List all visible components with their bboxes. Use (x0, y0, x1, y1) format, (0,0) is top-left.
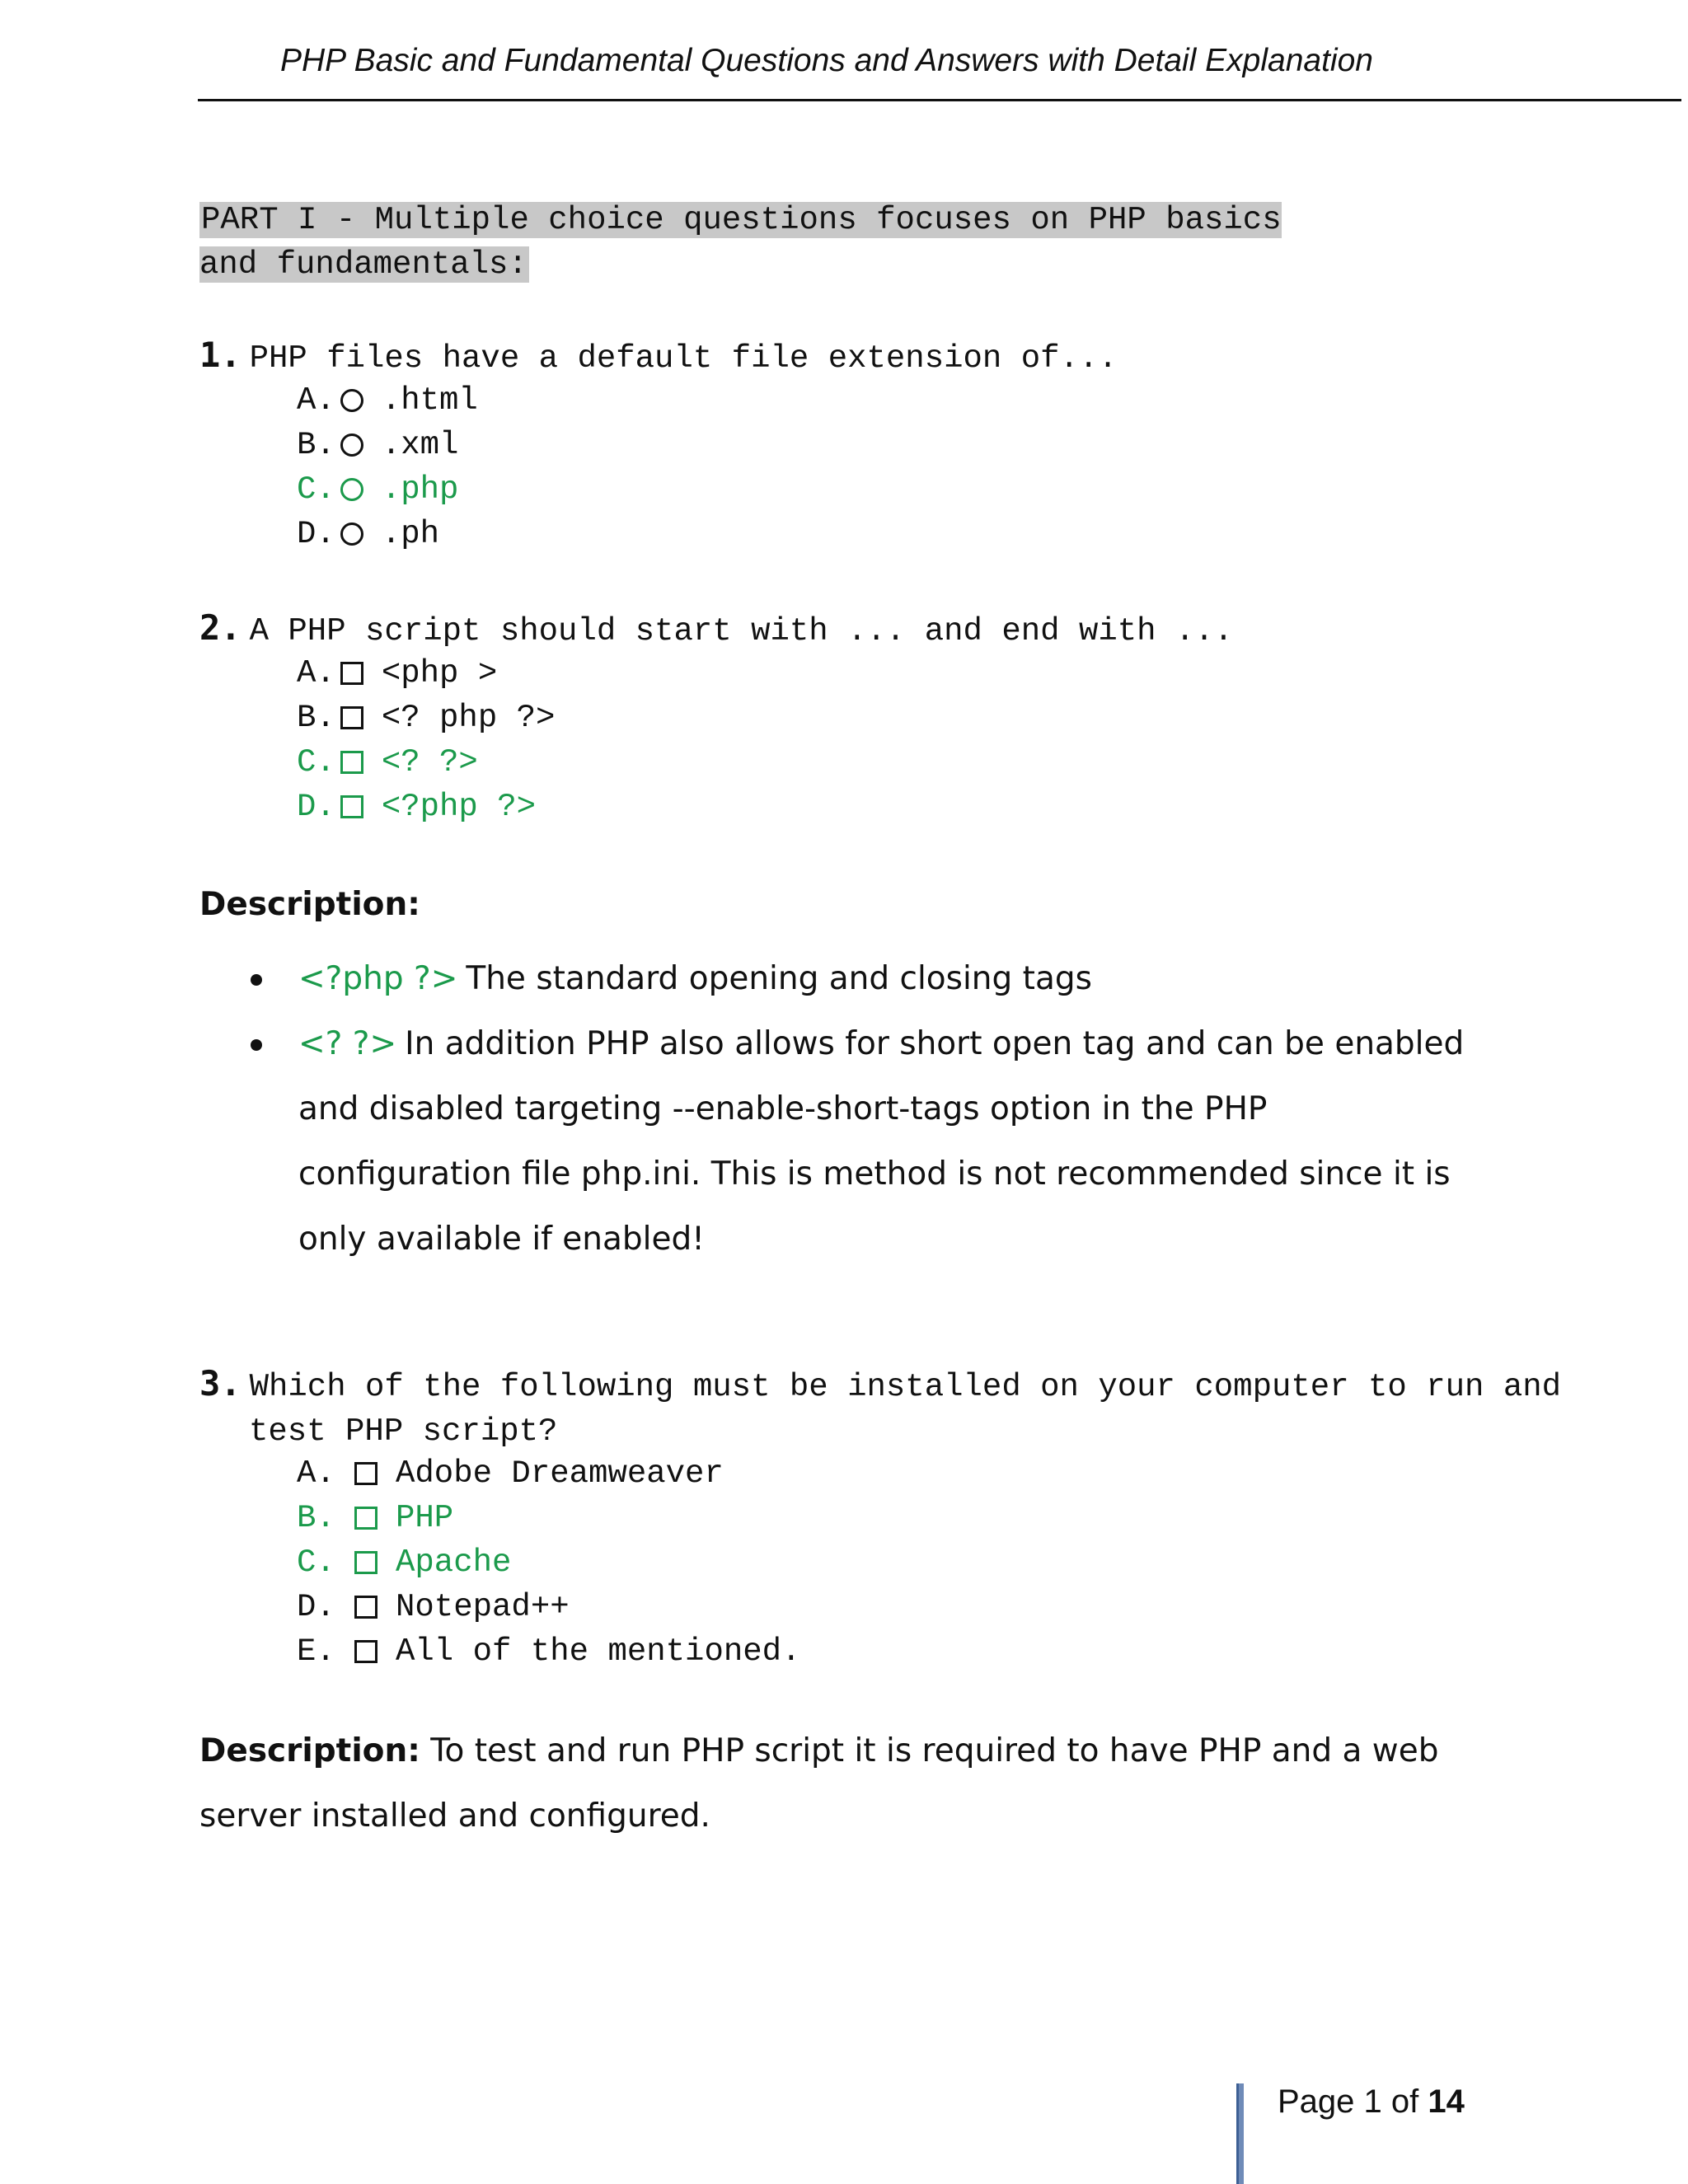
description-bullets (239, 946, 1475, 1272)
option-b[interactable]: B. <? php ?> (297, 700, 556, 736)
question-1 (199, 333, 1118, 381)
question-number: 2. (199, 607, 241, 648)
question-3-description (199, 1718, 1502, 1849)
checkbox-icon[interactable] (354, 1507, 377, 1530)
checkbox-icon[interactable] (340, 662, 363, 685)
option-c-correct[interactable]: C. Apache (297, 1544, 512, 1581)
question-3 (199, 1361, 1568, 1454)
checkbox-icon[interactable] (354, 1551, 377, 1574)
question-2 (199, 606, 1233, 654)
header-title: PHP Basic and Fundamental Questions and Answers with Detail Explanation (280, 43, 1373, 78)
page-number: Page 1 of 14 (1278, 2083, 1465, 2120)
part-heading (199, 198, 1353, 287)
radio-circle-icon[interactable] (340, 434, 363, 457)
radio-circle-icon[interactable] (340, 523, 363, 546)
option-c-correct[interactable]: C. <? ?> (297, 744, 478, 780)
code-snippet: <? ?> (298, 1025, 397, 1062)
question-text: Which of the following must be installed on your computer to run and test PHP script? (249, 1369, 1562, 1450)
radio-circle-icon[interactable] (340, 389, 363, 412)
description-heading: Description: (199, 886, 420, 923)
checkbox-icon[interactable] (354, 1596, 377, 1619)
option-a[interactable]: A. <php > (297, 655, 498, 691)
checkbox-icon[interactable] (354, 1462, 377, 1485)
question-text: A PHP script should start with ... and end with ... (249, 613, 1234, 649)
option-d-correct[interactable]: D. <?php ?> (297, 789, 537, 825)
checkbox-icon[interactable] (354, 1640, 377, 1663)
header-rule (198, 99, 1681, 101)
option-b-correct[interactable]: B. PHP (297, 1500, 454, 1536)
code-snippet: <?php ?> (298, 960, 458, 997)
option-d[interactable]: D. Notepad++ (297, 1589, 570, 1625)
question-1-options (297, 378, 478, 556)
description-text: To test and run PHP script it is required to have PHP and a web server installed and configured. (199, 1732, 1439, 1835)
option-c-correct[interactable]: C. .php (297, 471, 459, 508)
question-number: 3. (199, 1363, 241, 1404)
question-3-options (297, 1451, 800, 1674)
checkbox-icon[interactable] (340, 751, 363, 774)
description-label: Description: (199, 1732, 420, 1769)
bullet-item: <? ?> In addition PHP also allows for short open tag and can be enabled and disabled targeting --enable-short-tags option in the PHP configuration file php.ini. This is method is not recommended since it is only available if enabled! (239, 1011, 1475, 1272)
part-heading-text: PART I - Multiple choice questions focuses on PHP basics and fundamentals: (199, 202, 1282, 283)
question-2-options (297, 651, 555, 829)
option-a[interactable]: A. .html (297, 382, 478, 419)
bullet-icon (251, 974, 262, 986)
footer-accent-bar (1236, 2083, 1244, 2184)
radio-circle-icon[interactable] (340, 478, 363, 501)
total-pages: 14 (1428, 2083, 1465, 2120)
checkbox-icon[interactable] (340, 706, 363, 729)
option-b[interactable]: B. .xml (297, 427, 459, 463)
checkbox-icon[interactable] (340, 795, 363, 818)
option-a[interactable]: A. Adobe Dreamweaver (297, 1455, 724, 1492)
question-number: 1. (199, 335, 241, 375)
question-text: PHP files have a default file extension of... (249, 340, 1118, 377)
option-e[interactable]: E. All of the mentioned. (297, 1633, 801, 1670)
option-d[interactable]: D. .ph (297, 516, 440, 552)
bullet-icon (251, 1039, 262, 1051)
bullet-item: <?php ?> The standard opening and closing tags (239, 946, 1475, 1011)
